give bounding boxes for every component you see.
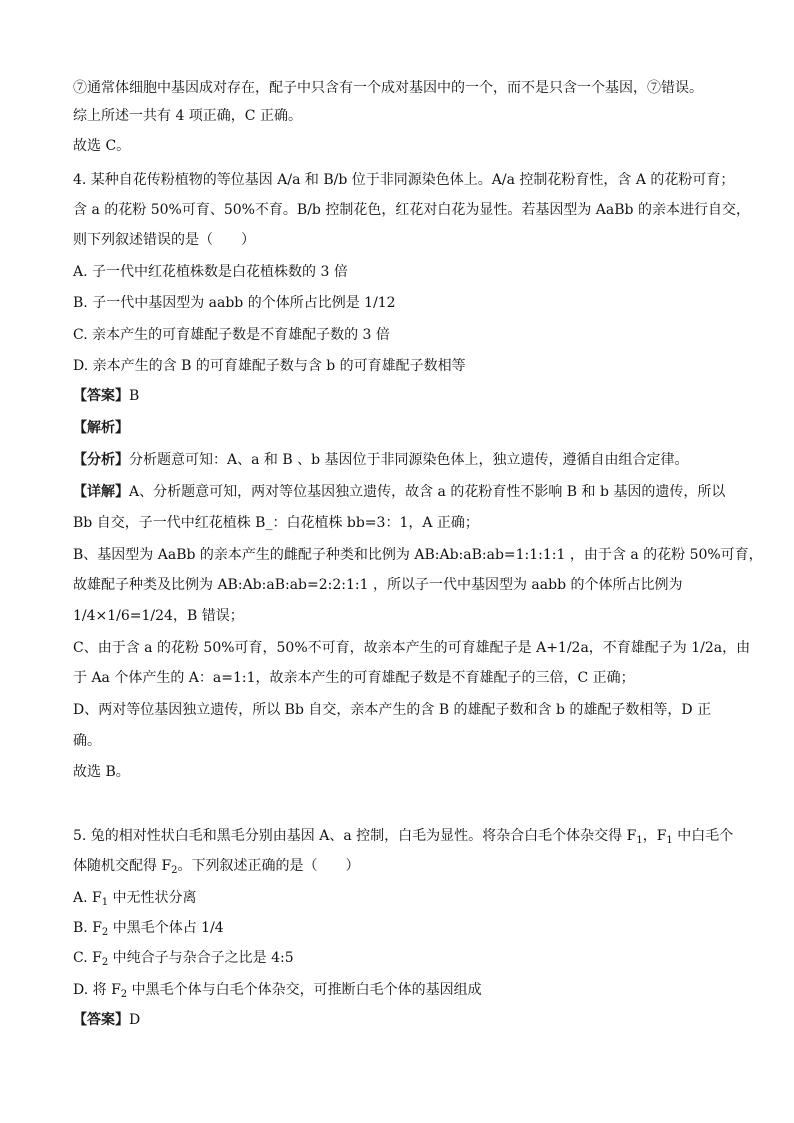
line-text: 确。 [73,733,101,749]
detail-line [73,700,711,720]
question-4-stem [73,170,734,190]
line-text: 则下列叙述错误的是（ ） [73,232,255,248]
question-5-stem [73,856,360,876]
option-d [73,356,466,376]
text-part: 中纯合子与杂合子之比是 4:5 [108,950,294,966]
question-4-stem [73,230,255,250]
line-text: 故选 B。 [73,764,130,780]
subscript: 1 [636,835,643,846]
text-line [73,136,130,156]
question-4-stem [73,200,750,220]
section-tag: 【答案】 [73,388,129,404]
text-part: A. F [73,890,102,906]
detail-line [73,762,130,782]
answer-line [73,1010,140,1030]
detail-line [73,513,479,533]
line-text: 1/4×1/6=1/24，B 错误； [73,608,244,624]
option-a [73,888,197,908]
text-part: 中黑毛个体占 1/4 [108,920,224,936]
line-text: 含 a 的花粉 50%可育、50%不育。B/b 控制花色，红花对白花为显性。若基因型为 AaBb 的亲本进行自交， [73,202,750,218]
section-tag: 【答案】 [73,1012,129,1028]
text-part: ，F [642,828,667,844]
text-part: 体随机交配得 F [73,858,172,874]
line-text: 分析题意可知：A、a 和 B 、b 基因位于非同源染色体上，独立遗传，遵循自由组合定律。 [129,452,689,468]
line-text: 故雄配子种类及比例为 AB:Ab:aB:ab=2:2:1:1 ，所以子一代中基因型为 aabb 的个体所占比例为 [73,577,683,593]
text-part: 中白毛个 [672,828,734,844]
line-text: B、基因型为 AaBb 的亲本产生的雌配子种类和比例为 AB:Ab:aB:ab=1:1:1:1 ，由于含 a 的花粉 50%可育， [73,547,763,563]
line-text: ⑦通常体细胞中基因成对存在，配子中只含有一个成对基因中的一个，而不是只含一个基因，⑦错误。 [73,80,703,96]
line-text: B. 子一代中基因型为 aabb 的个体所占比例是 1/12 [73,295,396,311]
subscript: 2 [120,989,128,1000]
line-text: A、分析题意可知，两对等位基因独立遗传，故含 a 的花粉育性不影响 B 和 b 基因的遗传，所以 [129,484,726,500]
line-text: 4. 某种自花传粉植物的等位基因 A/a 和 B/b 位于非同源染色体上。A/a 控制花粉育性，含 A 的花粉可育； [73,172,735,188]
subscript: 2 [171,865,178,876]
detail-line [73,606,244,626]
option-b [73,918,224,938]
detail-line [73,575,683,595]
option-a [73,262,348,282]
detail-line [73,731,101,751]
line-text: C. 亲本产生的可育雄配子数是不育雄配子数的 3 倍 [73,327,390,343]
line-text: 综上所述一共有 4 项正确，C 正确。 [73,108,302,124]
subscript: 1 [666,835,673,846]
option-c [73,325,390,345]
option-b [73,293,396,313]
subscript: 1 [101,897,109,908]
line-text: B [129,388,140,404]
section-tag: 【分析】 [73,452,129,468]
line-text: D [129,1012,141,1028]
option-d [73,980,482,1000]
line-text: A. 子一代中红花植株数是白花植株数的 3 倍 [73,264,348,280]
text-part: 中黑毛个体与白毛个体杂交，可推断白毛个体的基因组成 [127,982,482,998]
text-part: B. F [73,920,102,936]
text-line [73,78,703,98]
detail-line [73,482,725,502]
subscript: 2 [101,927,109,938]
text-part: 。下列叙述正确的是（ ） [177,858,360,874]
text-part: C. F [73,950,102,966]
text-part: 5. 兔的相对性状白毛和黑毛分别由基因 A、a 控制，白毛为显性。将杂合白毛个体杂交得 F [73,828,637,844]
option-c [73,948,294,968]
line-text: 故选 C。 [73,138,131,154]
detail-line [73,638,750,658]
detail-line [73,668,635,688]
subscript: 2 [101,957,109,968]
question-5-stem [73,826,733,846]
section-tag: 【详解】 [73,484,129,500]
analysis-line [73,450,689,470]
analysis-heading [73,418,129,438]
section-tag: 【解析】 [73,420,129,436]
text-part: D. 将 F [73,982,121,998]
answer-line [73,386,139,406]
line-text: C、由于含 a 的花粉 50%可育，50%不可育，故亲本产生的可育雄配子是 A+1/2a，不育雄配子为 1/2a，由 [73,640,751,656]
line-text: D、两对等位基因独立遗传，所以 Bb 自交，亲本产生的含 B 的雄配子数和含 b 的雄配子数相等，D 正 [73,702,712,718]
line-text: Bb 自交，子一代中红花植株 B_：白花植株 bb=3：1，A 正确； [73,515,479,531]
detail-line [73,545,763,565]
text-part: 中无性状分离 [108,890,197,906]
text-line [73,106,302,126]
line-text: 于 Aa 个体产生的 A：a=1:1，故亲本产生的可育雄配子数是不育雄配子的三倍，C 正确； [73,670,635,686]
line-text: D. 亲本产生的含 B 的可育雄配子数与含 b 的可育雄配子数相等 [73,358,466,374]
